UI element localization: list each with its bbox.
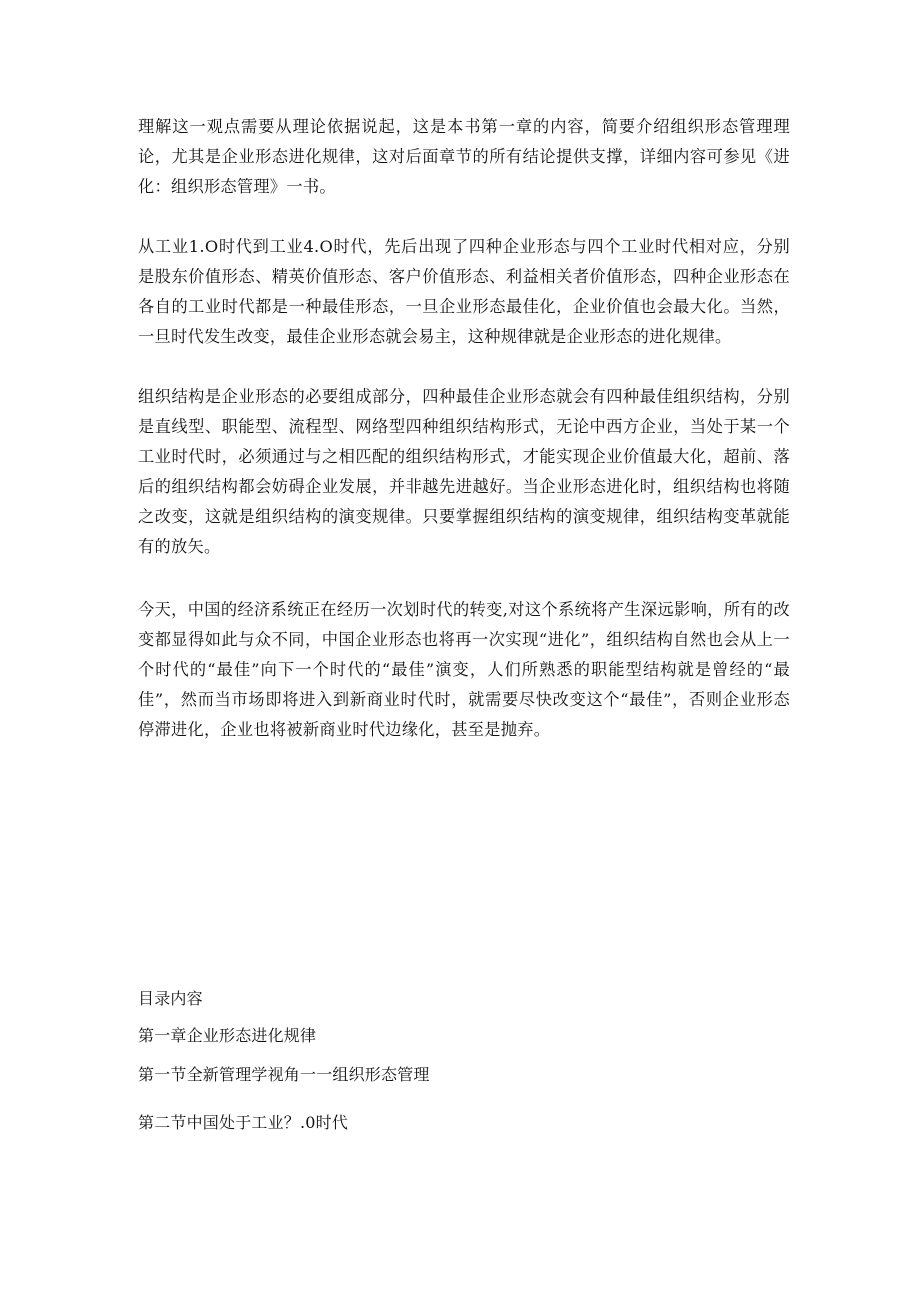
table-of-contents: [138, 988, 790, 1134]
document-body: [138, 112, 790, 745]
toc-item-chapter-1: 第一章企业形态进化规律: [138, 1026, 317, 1045]
toc-item-section-1: 第一节全新管理学视角一一组织形态管理: [138, 1065, 430, 1084]
paragraph-china-economy: 今天，中国的经济系统正在经历一次划时代的转变,对这个系统将产生深远影响，所有的改变都显得如此与众不同，中国企业形态也将再一次实现“进化”，组织结构自然也会从上一个时代的“最佳”向下一个时代的“最佳”演变，人们所熟悉的职能型结构就是曾经的“最佳”，然而当市场即将进入到新商业时代时，就需要尽快改变这个“最佳”，否则企业形态停滞进化，企业也将被新商业时代边缘化，甚至是抛弃。: [138, 600, 790, 739]
toc-item-section-2: 第二节中国处于工业？.0时代: [138, 1113, 349, 1132]
toc-heading: 目录内容: [138, 989, 203, 1008]
paragraph-organization-structure: 组织结构是企业形态的必要组成部分，四种最佳企业形态就会有四种最佳组织结构，分别是直线型、职能型、流程型、网络型四种组织结构形式，无论中西方企业，当处于某一个工业时代时，必须通过与之相匹配的组织结构形式，才能实现企业价值最大化，超前、落后的组织结构都会妨碍企业发展，并非越先进越好。当企业形态进化时，组织结构也将随之改变，这就是组织结构的演变规律。只要掌握组织结构的演变规律，组织结构变革就能有的放矢。: [138, 387, 790, 556]
paragraph-industrial-eras: 从工业1.O时代到工业4.O时代，先后出现了四种企业形态与四个工业时代相对应，分别是股东价值形态、精英价值形态、客户价值形态、利益相关者价值形态，四种企业形态在各自的工业时代都是一种最佳形态，一旦企业形态最佳化，企业价值也会最大化。当然，一旦时代发生改变，最佳企业形态就会易主，这种规律就是企业形态的进化规律。: [138, 237, 790, 346]
paragraph-intro: 理解这一观点需要从理论依据说起，这是本书第一章的内容，简要介绍组织形态管理理论，尤其是企业形态进化规律，这对后面章节的所有结论提供支撑，详细内容可参见《进化：组织形态管理》一书。: [138, 117, 790, 196]
